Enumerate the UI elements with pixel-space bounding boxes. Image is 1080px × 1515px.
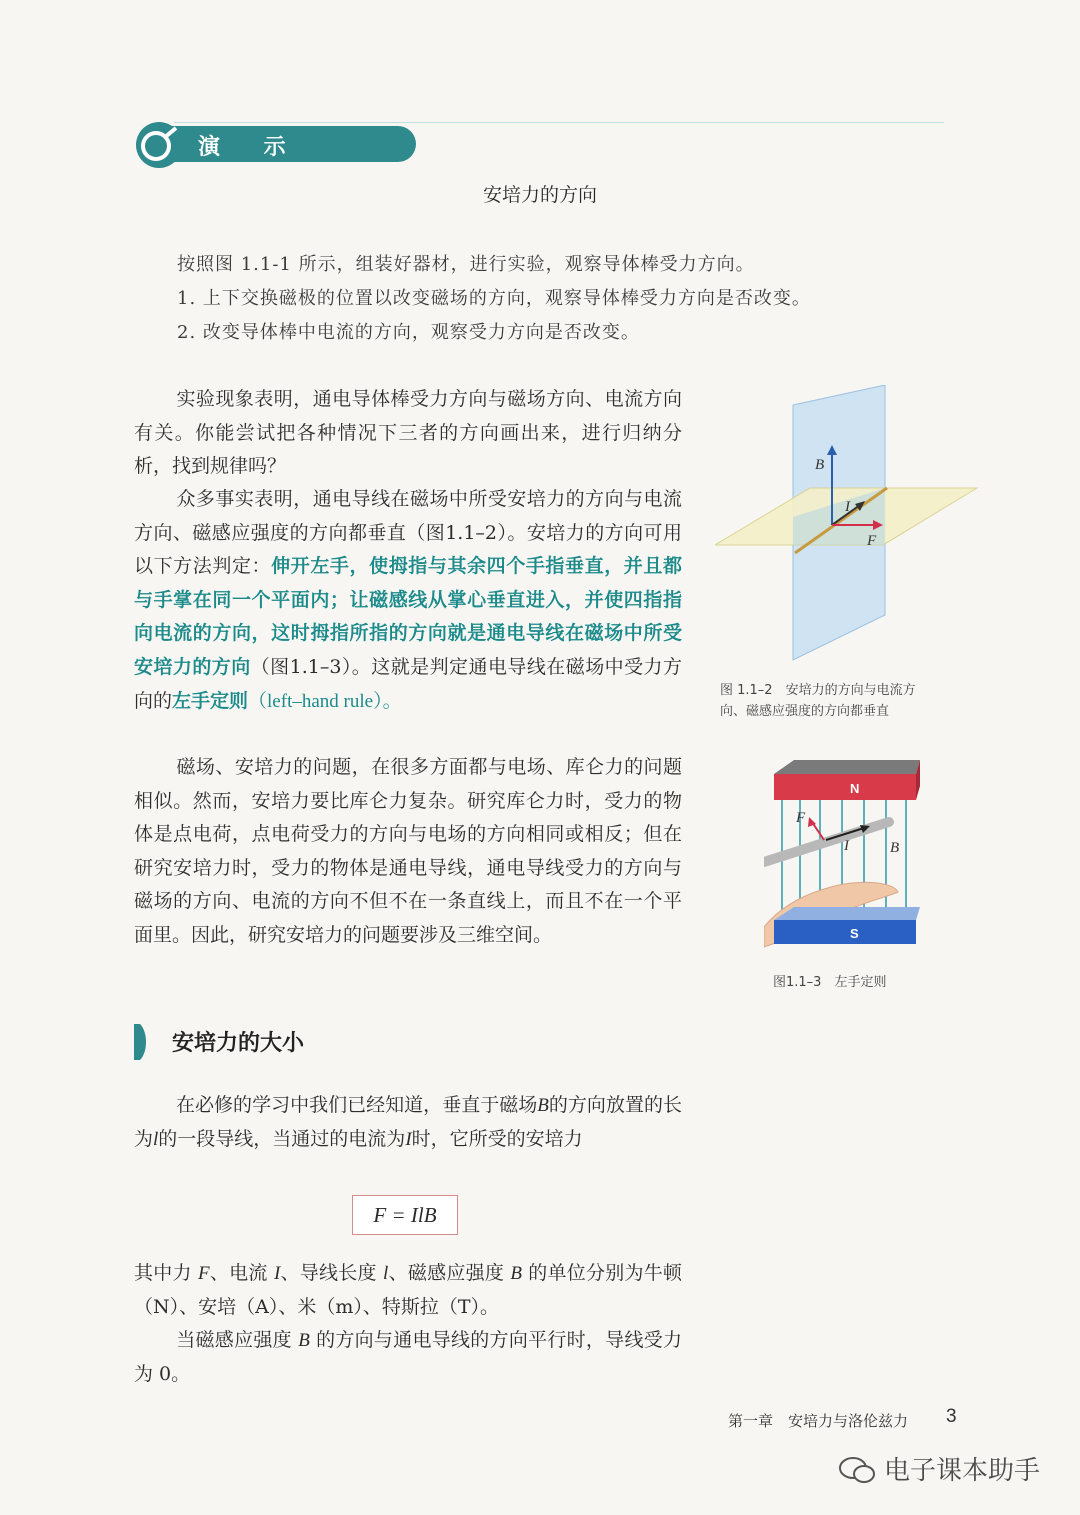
units-text-e: 的单位分别为牛顿（N）、安培（A）、米（m）、特斯拉（T）。	[134, 1262, 682, 1318]
parallel-text-a: 当磁感应强度	[176, 1329, 299, 1351]
direction-mid: （图1.1–3）。这就是判定通电导线在磁场中受力方向的	[134, 655, 682, 712]
wechat-icon	[838, 1455, 878, 1485]
magnitude-text-b: 的方向放置的长为	[134, 1094, 682, 1150]
symbol-B: B	[537, 1095, 549, 1116]
demo-step-1: 1. 上下交换磁极的位置以改变磁场的方向，观察导体棒受力方向是否改变。	[177, 288, 811, 309]
page-number: 3	[946, 1406, 957, 1427]
paragraph-comparison	[134, 751, 682, 953]
paragraph-parallel	[134, 1324, 682, 1391]
left-hand-rule-term: 左手定则	[172, 689, 249, 712]
left-hand-rule-english: （left–hand rule）。	[248, 690, 402, 712]
magnitude-text-c: 的一段导线，当通过的电流为	[158, 1127, 406, 1150]
symbol-l: l	[153, 1128, 159, 1150]
banner-rule	[174, 122, 944, 123]
fig2-label-B: B	[815, 457, 825, 473]
left-hand-rule-statement: 伸开左手，使拇指与其余四个手指垂直，并且都与手掌在同一个平面内；让磁感线从掌心垂直进入，并使四指指向电流的方向，这时拇指所指的方向就是通电导线在磁场中所受安培力的方向	[134, 555, 682, 678]
paragraph-comparison-text: 磁场、安培力的问题，在很多方面都与电场、库仑力的问题相似。然而，安培力要比库仑力复杂。研究库仑力时，受力的物体是点电荷，点电荷受力的方向与电场的方向相同或相反；但在研究安培力时，受力的物体是通电导线，通电导线受力的方向与磁场的方向、电流的方向不但不在一条直线上，而且不在一个平面里。因此，研究安培力的问题要涉及三维空间。	[134, 756, 682, 946]
symbol-I: I	[405, 1128, 412, 1150]
demo-banner	[134, 120, 944, 168]
fig3-caption: 图1.1–3 左手定则	[773, 975, 887, 990]
fig2-caption-line1: 图 1.1–2 安培力的方向与电流方	[720, 683, 916, 698]
paragraph-observation	[134, 383, 682, 484]
direction-intro: 众多事实表明，通电导线在磁场中所受安培力的方向与电流方向、磁感应强度的方向都垂直（图1.1–2）。安培力的方向可用以下方法判定：	[134, 488, 682, 578]
magnitude-text-d: 时，它所受的安培力	[411, 1127, 583, 1150]
symbol-I-units: I	[273, 1263, 281, 1284]
symbol-B-parallel: B	[298, 1330, 310, 1351]
units-text-b: 、电流	[209, 1262, 274, 1284]
formula-box: F = IlB	[352, 1195, 458, 1235]
magnifier-icon	[134, 120, 184, 170]
fig3-label-I: I	[844, 838, 849, 854]
units-text-a: 其中力	[134, 1262, 199, 1284]
heading-marker	[134, 1024, 150, 1060]
paragraph-magnitude	[134, 1089, 682, 1156]
symbol-l-units: l	[383, 1263, 389, 1284]
chapter-footer: 第一章 安培力与洛伦兹力	[728, 1412, 909, 1430]
watermark-text: 电子课本助手	[884, 1456, 1041, 1486]
fig2-label-F: F	[867, 533, 877, 549]
figure-perpendicular-planes	[715, 385, 980, 665]
fig2-caption	[720, 680, 980, 722]
paragraph-direction	[134, 483, 682, 718]
paragraph-units	[134, 1257, 682, 1324]
figure-left-hand-rule	[764, 752, 924, 962]
parallel-text-b: 的方向与通电导线的方向平行时，导线受力为 0。	[134, 1329, 682, 1385]
symbol-B-units: B	[510, 1263, 522, 1284]
units-text-d: 、磁感应强度	[388, 1262, 511, 1284]
units-text-c: 、导线长度	[280, 1262, 384, 1284]
fig3-label-B: B	[890, 840, 900, 856]
fig3-label-F: F	[796, 810, 806, 826]
demo-step-intro: 按照图 1.1-1 所示，组装好器材，进行实验，观察导体棒受力方向。	[177, 254, 755, 275]
fig3-label-N: N	[850, 781, 860, 796]
fig3-label-S: S	[850, 926, 859, 941]
section-heading: 安培力的大小	[172, 1031, 305, 1056]
paragraph-observation-text: 实验现象表明，通电导体棒受力方向与磁场方向、电流方向有关。你能尝试把各种情况下三者的方向画出来，进行归纳分析，找到规律吗？	[134, 388, 682, 478]
demo-title: 演 示	[198, 135, 304, 160]
demo-step-2: 2. 改变导体棒中电流的方向，观察受力方向是否改变。	[177, 322, 640, 343]
symbol-F: F	[198, 1263, 210, 1284]
fig2-caption-line2: 向、磁感应强度的方向都垂直	[720, 704, 890, 719]
experiment-title: 安培力的方向	[482, 184, 597, 206]
magnitude-text-a: 在必修的学习中我们已经知道，垂直于磁场	[176, 1094, 538, 1116]
fig2-label-I: I	[845, 499, 850, 515]
